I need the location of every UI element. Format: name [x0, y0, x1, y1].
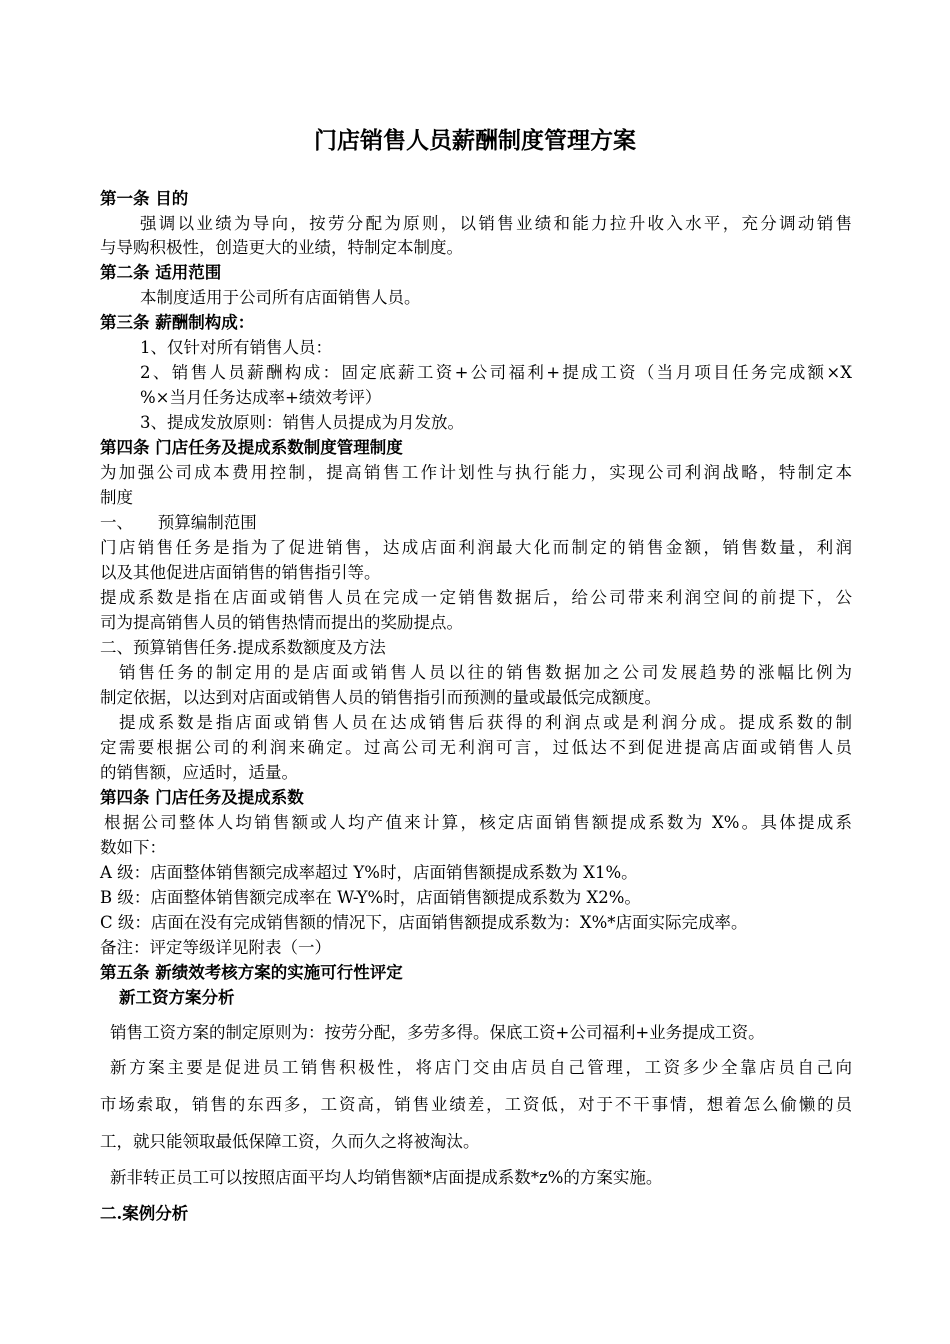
- paragraph-line: 数如下：: [100, 838, 166, 857]
- subsection-heading: 新工资方案分析: [119, 988, 235, 1007]
- note-line: 备注：评定等级详见附表（一）: [100, 938, 331, 957]
- list-item: 3、提成发放原则：销售人员提成为月发放。: [140, 413, 464, 432]
- list-item: 2、销售人员薪酬构成：固定底薪工资+公司福利+提成工资（当月项目任务完成额×X: [140, 363, 852, 382]
- paragraph-line: 销售任务的制定用的是店面或销售人员以往的销售数据加之公司发展趋势的涨幅比例为: [119, 663, 852, 682]
- paragraph-line: 司为提高销售人员的销售热情而提出的奖励提点。: [100, 613, 463, 632]
- paragraph-line: 本制度适用于公司所有店面销售人员。: [140, 288, 421, 307]
- document-title: 门店销售人员薪酬制度管理方案: [314, 128, 636, 154]
- article-heading: 第二条 适用范围: [100, 263, 222, 282]
- paragraph-line: 新方案主要是促进员工销售积极性，将店门交由店员自己管理，工资多少全靠店员自己向: [110, 1058, 852, 1077]
- paragraph-line: 市场索取，销售的东西多，工资高，销售业绩差，工资低，对于不干事情，想着怎么偷懒的员: [100, 1095, 852, 1114]
- article-heading: 第一条 目的: [100, 189, 189, 208]
- paragraph-line: 工，就只能领取最低保障工资，久而久之将被淘汰。: [100, 1132, 480, 1151]
- paragraph-line: 提成系数是指在店面或销售人员在完成一定销售数据后，给公司带来利润空间的前提下，公: [100, 588, 852, 607]
- article-heading: 第四条 门店任务及提成系数: [100, 788, 304, 807]
- section-heading: 二、预算销售任务.提成系数额度及方法: [100, 638, 386, 657]
- grade-line: C 级：店面在没有完成销售额的情况下，店面销售额提成系数为：X%*店面实际完成率。: [100, 913, 748, 932]
- section-heading: 一、 预算编制范围: [100, 513, 257, 532]
- paragraph-line: 根据公司整体人均销售额或人均产值来计算，核定店面销售额提成系数为 X%。具体提成系: [104, 813, 852, 832]
- article-heading: 第五条 新绩效考核方案的实施可行性评定: [100, 963, 403, 982]
- grade-line: A 级：店面整体销售额完成率超过 Y%时，店面销售额提成系数为 X1%。: [100, 863, 638, 882]
- paragraph-line: 新非转正员工可以按照店面平均人均销售额*店面提成系数*z%的方案实施。: [110, 1168, 663, 1187]
- article-heading: 第三条 薪酬制构成：: [100, 313, 255, 332]
- paragraph-line: 与导购积极性，创造更大的业绩，特制定本制度。: [100, 238, 463, 257]
- paragraph-line: 的销售额，应适时，适量。: [100, 763, 298, 782]
- paragraph-line: 制度: [100, 488, 133, 507]
- paragraph-line: 制定依据，以达到对店面或销售人员的销售指引而预测的量或最低完成额度。: [100, 688, 661, 707]
- paragraph-line: 为加强公司成本费用控制，提高销售工作计划性与执行能力，实现公司利润战略，特制定本: [100, 463, 852, 482]
- paragraph-line: 定需要根据公司的利润来确定。过高公司无利润可言，过低达不到促进提高店面或销售人员: [100, 738, 852, 757]
- paragraph-line: 以及其他促进店面销售的销售指引等。: [100, 563, 381, 582]
- paragraph-line: 提成系数是指店面或销售人员在达成销售后获得的利润点或是利润分成。提成系数的制: [119, 713, 852, 732]
- section-heading: 二.案例分析: [100, 1204, 189, 1223]
- paragraph-line: 销售工资方案的制定原则为：按劳分配，多劳多得。保底工资+公司福利+业务提成工资。: [110, 1023, 765, 1042]
- list-item: 1、仅针对所有销售人员：: [140, 338, 332, 357]
- grade-line: B 级：店面整体销售额完成率在 W-Y%时，店面销售额提成系数为 X2%。: [100, 888, 641, 907]
- paragraph-line: 强调以业绩为导向，按劳分配为原则，以销售业绩和能力拉升收入水平，充分调动销售: [140, 214, 852, 233]
- paragraph-line: 门店销售任务是指为了促进销售，达成店面利润最大化而制定的销售金额，销售数量，利润: [100, 538, 852, 557]
- list-item-continuation: %×当月任务达成率+绩效考评）: [140, 388, 382, 407]
- article-heading: 第四条 门店任务及提成系数制度管理制度: [100, 438, 403, 457]
